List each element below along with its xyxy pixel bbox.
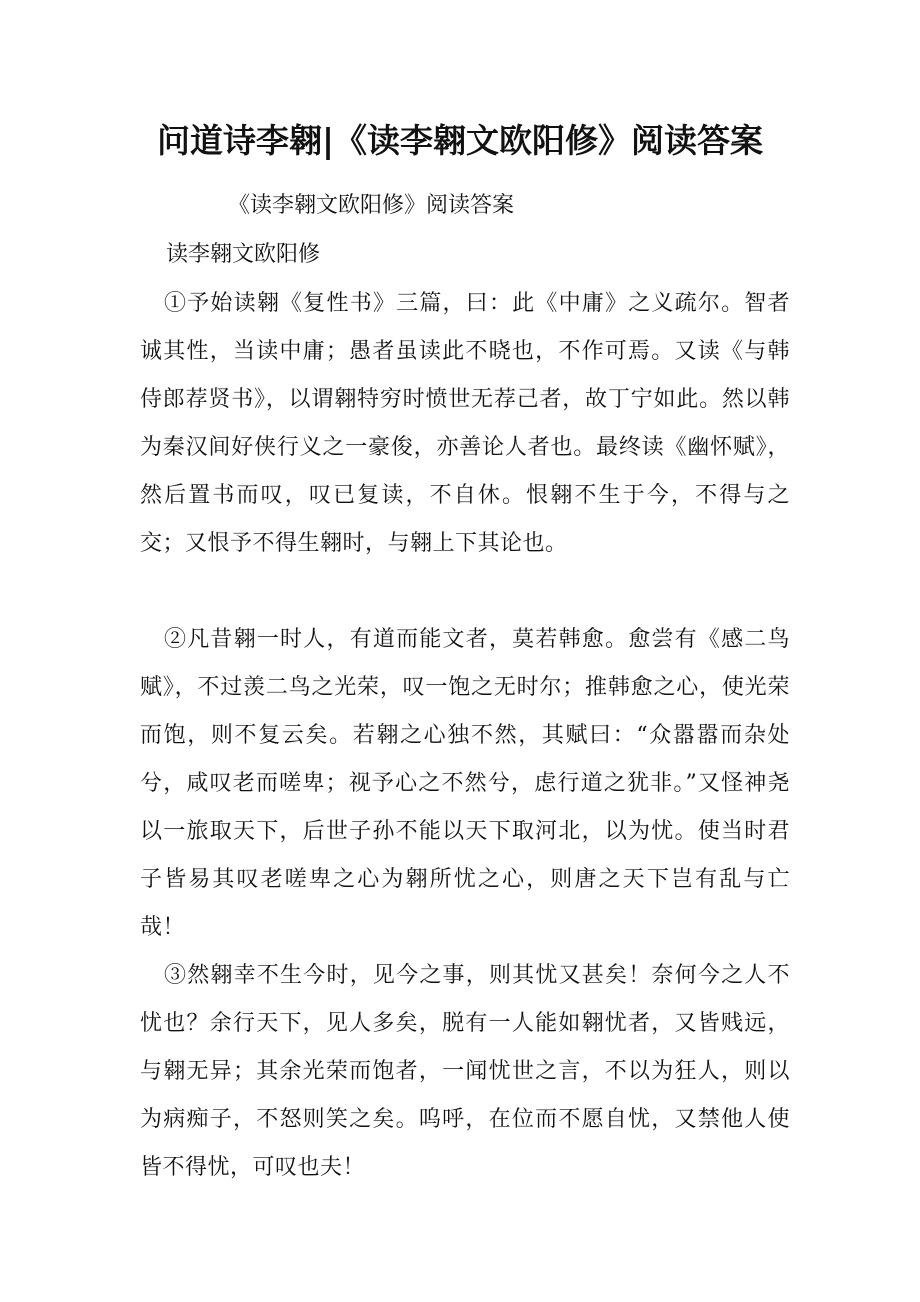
- article-heading: 读李翱文欧阳修: [166, 242, 321, 267]
- paragraph-1: ①予始读翱《复性书》三篇，曰：此《中庸》之义疏尔。智者诚其性，当读中庸；愚者虽读此不晓也，不作可焉。又读《与韩侍郎荐贤书》，以谓翱特穷时愤世无荐己者，故丁宁如此。然以韩为秦汉间好侠行义之一豪俊，亦善论人者也。最终读《幽怀赋》，然后置书而叹，叹已复读，不自休。恨翱不生于今，不得与之交；又恨予不得生翱时，与翱上下其论也。: [140, 291, 790, 556]
- paragraph-2: ②凡昔翱一时人，有道而能文者，莫若韩愈。愈尝有《感二鸟赋》，不过羡二鸟之光荣，叹一饱之无时尔；推韩愈之心，使光荣而饱，则不复云矣。若翱之心独不然，其赋曰：“众嚣嚣而杂处兮，咸叹老而嗟卑；视予心之不然兮，虑行道之犹非。”又怪神尧以一旅取天下，后世子孙不能以天下取河北，以为忧。使当时君子皆易其叹老嗟卑之心为翱所忧之心，则唐之天下岂有乱与亡哉！: [140, 627, 790, 940]
- document-title: 问道诗李翱|《读李翱文欧阳修》阅读答案: [156, 121, 764, 160]
- document-subtitle: 《读李翱文欧阳修》阅读答案: [228, 193, 515, 218]
- paragraph-3: ③然翱幸不生今时，见今之事，则其忧又甚矣！奈何今之人不忧也？余行天下，见人多矣，脱有一人能如翱忧者，又皆贱远，与翱无异；其余光荣而饱者，一闻忧世之言，不以为狂人，则以为病痴子，不怒则笑之矣。呜呼，在位而不愿自忧，又禁他人使皆不得忧，可叹也夫！: [140, 963, 790, 1180]
